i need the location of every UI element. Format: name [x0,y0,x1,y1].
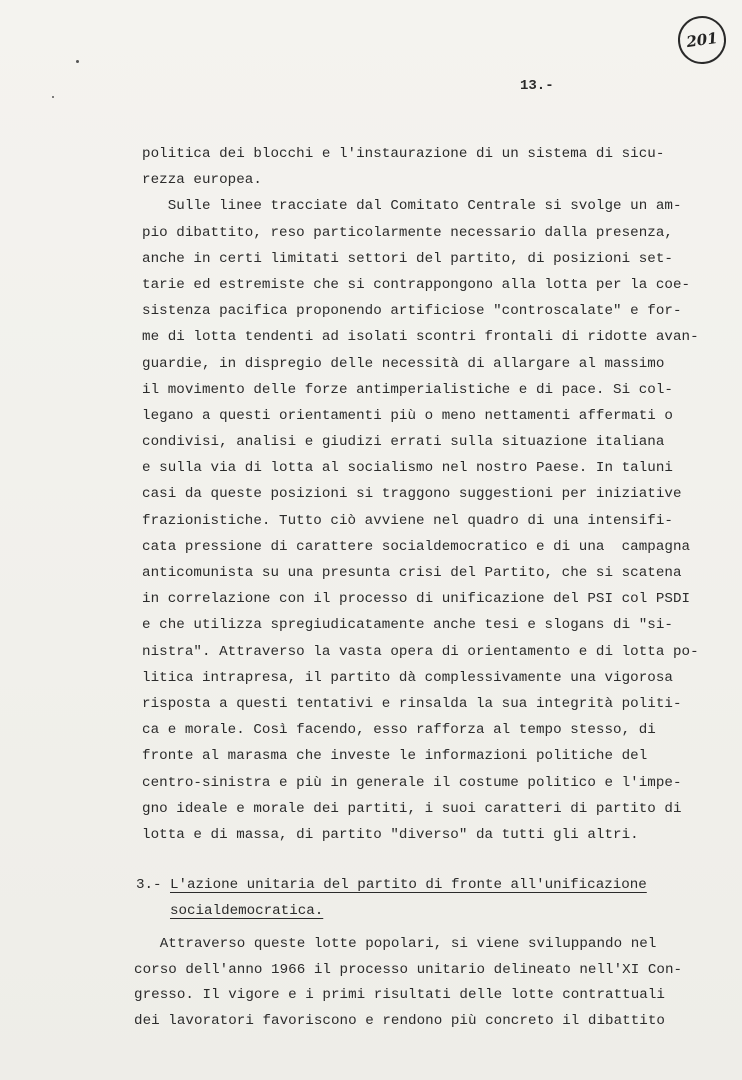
text-line: il movimento delle forze antimperialistiche e di pace. Si col- [142,381,673,398]
text-line: dei lavoratori favoriscono e rendono più concreto il dibattito [134,1012,665,1029]
text-line: risposta a questi tentativi e rinsalda la sua integrità politi- [142,695,682,712]
text-line: ca e morale. Così facendo, esso rafforza al tempo stesso, di [142,722,656,739]
section-title-part-2: socialdemocratica. [170,903,324,919]
text-line: e sulla via di lotta al socialismo nel nostro Paese. In taluni [142,460,673,477]
text-line: rezza europea. [142,172,262,189]
text-line: cata pressione di carattere socialdemocratico e di una campagna [142,538,691,555]
text-line: me di lotta tendenti ad isolati scontri frontali di ridotte avan- [142,329,699,346]
section-body-text [134,932,724,1034]
text-line: Sulle linee tracciate dal Comitato Centrale si svolge un am- [142,198,682,215]
text-line: tarie ed estremiste che si contrappongono alla lotta per la coe- [142,276,691,293]
text-line: lotta e di massa, di partito "diverso" da tutti gli altri. [142,826,639,843]
text-line: casi da queste posizioni si traggono suggestioni per iniziative [142,486,682,503]
section-heading-line [136,872,726,898]
section-heading [136,872,726,924]
text-line: guardie, in dispregio delle necessità di allargare al massimo [142,355,665,372]
text-line: e che utilizza spregiudicatamente anche tesi e slogans di "si- [142,617,673,634]
page-number: 13.- [520,78,554,94]
archive-number-stamp: 201 [675,13,729,67]
text-line: litica intrapresa, il partito dà complessivamente una vigorosa [142,669,673,686]
text-line: gno ideale e morale dei partiti, i suoi caratteri di partito di [142,800,682,817]
scan-speck [76,60,79,63]
text-line: Attraverso queste lotte popolari, si viene sviluppando nel [134,936,657,952]
text-line: centro-sinistra e più in generale il costume politico e l'impe- [142,774,682,791]
text-line: corso dell'anno 1966 il processo unitario delineato nell'XI Con- [134,961,683,978]
text-line: condivisi, analisi e giudizi errati sulla situazione italiana [142,434,665,451]
text-line: anche in certi limitati settori del partito, di posizioni set- [142,250,673,267]
text-line: sistenza pacifica proponendo artificiose "controscalate" e for- [142,303,682,320]
section-title-part-1: L'azione unitaria del partito di fronte all'unificazione [170,877,647,893]
text-line: gresso. Il vigore e i primi risultati delle lotte contrattuali [134,987,665,1004]
text-line: frazionistiche. Tutto ciò avviene nel quadro di una intensifi- [142,512,673,529]
text-line: politica dei blocchi e l'instaurazione di un sistema di sicu- [142,146,665,162]
text-line: in correlazione con il processo di unificazione del PSI col PSDI [142,591,691,608]
text-line: fronte al marasma che investe le informazioni politiche del [142,748,648,765]
section-heading-line [136,898,726,924]
text-line: nistra". Attraverso la vasta opera di orientamento e di lotta po- [142,643,699,660]
text-line: legano a questi orientamenti più o meno nettamenti affermati o [142,407,673,424]
text-line: pio dibattito, reso particolarmente necessario dalla presenza, [142,224,673,241]
body-text [142,141,722,848]
scan-speck [52,96,54,98]
text-line: anticomunista su una presunta crisi del Partito, che si scatena [142,565,682,581]
section-number: 3.- [136,877,162,893]
